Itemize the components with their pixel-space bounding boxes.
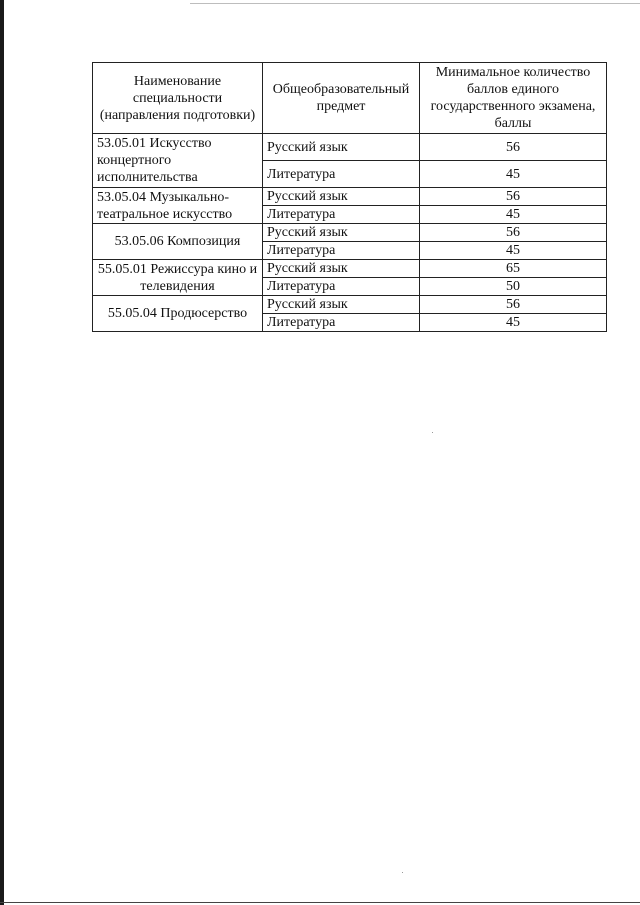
header-subject: Общеобразовательный предмет	[263, 63, 420, 134]
subject-cell: Литература	[263, 206, 420, 224]
table-row	[93, 224, 607, 242]
scan-speck	[432, 432, 433, 433]
score-cell: 56	[420, 224, 607, 242]
subject-cell: Русский язык	[263, 296, 420, 314]
score-cell: 56	[420, 296, 607, 314]
subject-cell: Русский язык	[263, 134, 420, 161]
specialty-cell: 53.05.06 Композиция	[93, 224, 263, 260]
score-cell: 50	[420, 278, 607, 296]
score-cell: 45	[420, 242, 607, 260]
subject-cell: Русский язык	[263, 260, 420, 278]
score-cell: 56	[420, 188, 607, 206]
scan-edge-bottom	[0, 902, 640, 903]
header-specialty: Наименование специальности (направления подготовки)	[93, 63, 263, 134]
score-cell: 45	[420, 314, 607, 332]
subject-cell: Русский язык	[263, 188, 420, 206]
scan-speck	[402, 872, 403, 873]
table-row	[93, 188, 607, 206]
score-cell: 65	[420, 260, 607, 278]
specialty-cell: 53.05.01 Искусство концертного исполнительства	[93, 134, 263, 188]
subject-cell: Литература	[263, 161, 420, 188]
subject-cell: Литература	[263, 278, 420, 296]
table-row	[93, 134, 607, 161]
subject-cell: Русский язык	[263, 224, 420, 242]
subject-cell: Литература	[263, 314, 420, 332]
score-cell: 45	[420, 161, 607, 188]
specialty-cell: 53.05.04 Музыкально-театральное искусство	[93, 188, 263, 224]
table-header-row	[93, 63, 607, 134]
table-row	[93, 296, 607, 314]
exam-scores-table	[92, 62, 607, 332]
scan-edge-top	[190, 3, 640, 4]
score-cell: 56	[420, 134, 607, 161]
score-cell: 45	[420, 206, 607, 224]
subject-cell: Литература	[263, 242, 420, 260]
table-row	[93, 260, 607, 278]
scan-edge-left	[0, 0, 4, 905]
specialty-cell: 55.05.04 Продюсерство	[93, 296, 263, 332]
header-min-score: Минимальное количество баллов единого государственного экзамена, баллы	[420, 63, 607, 134]
specialty-cell: 55.05.01 Режиссура кино и телевидения	[93, 260, 263, 296]
